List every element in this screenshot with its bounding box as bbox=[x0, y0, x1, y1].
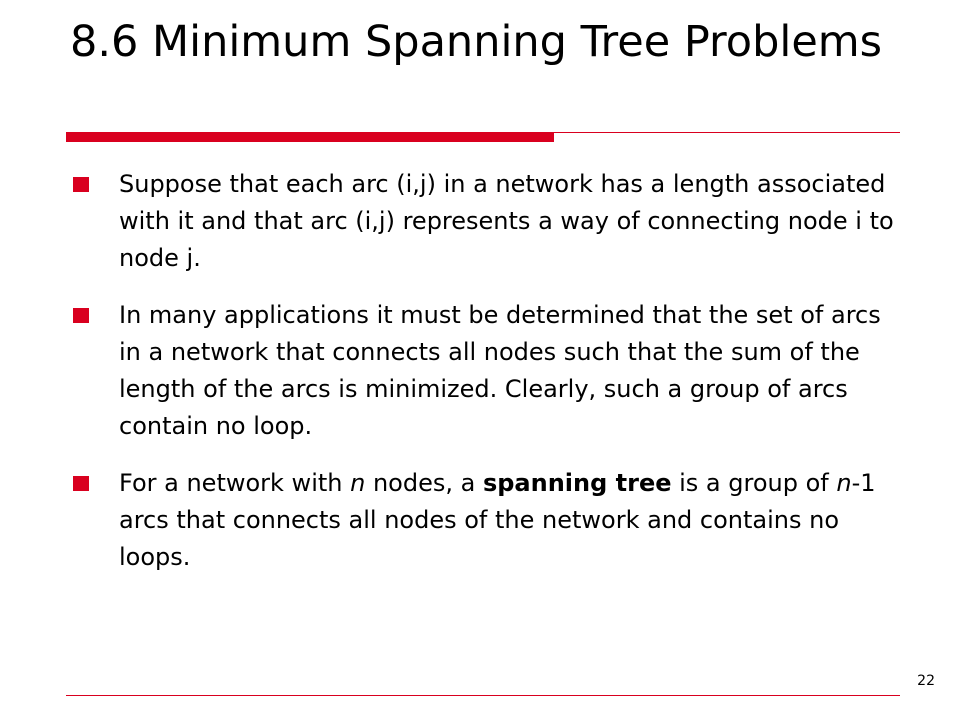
square-bullet-icon bbox=[73, 308, 89, 323]
variable-n: n bbox=[350, 469, 366, 497]
title-underline-thin bbox=[554, 132, 900, 133]
page-number: 22 bbox=[917, 673, 935, 689]
bullet-text-segment: For a network with bbox=[119, 469, 351, 497]
footer-rule bbox=[66, 695, 900, 696]
square-bullet-icon bbox=[73, 177, 89, 192]
defined-term: spanning tree bbox=[482, 469, 672, 497]
square-bullet-icon bbox=[73, 476, 89, 491]
bullet-text: In many applications it must be determined that the set of arcs in a network that connects all nodes such that the sum of the length of the arcs is minimized. Clearly, such a group of arcs contain no loop. bbox=[119, 301, 881, 440]
bullet-item bbox=[70, 297, 900, 445]
bullet-text-segment: nodes, a bbox=[365, 469, 483, 497]
bullet-text bbox=[119, 469, 876, 571]
bullet-item bbox=[70, 465, 900, 576]
bullet-item bbox=[70, 166, 900, 277]
bullet-text: Suppose that each arc (i,j) in a network has a length associated with it and that arc (i,j) represents a way of connecting node i to node j. bbox=[119, 170, 894, 272]
slide-title: 8.6 Minimum Spanning Tree Problems bbox=[70, 17, 883, 67]
title-underline-thick bbox=[66, 132, 554, 142]
bullet-text-segment: is a group of bbox=[671, 469, 837, 497]
variable-n: n bbox=[836, 469, 852, 497]
bullet-text-segment: -1 arcs that connects all nodes of the network and contains no loops. bbox=[119, 469, 876, 571]
bullet-list bbox=[70, 166, 900, 576]
